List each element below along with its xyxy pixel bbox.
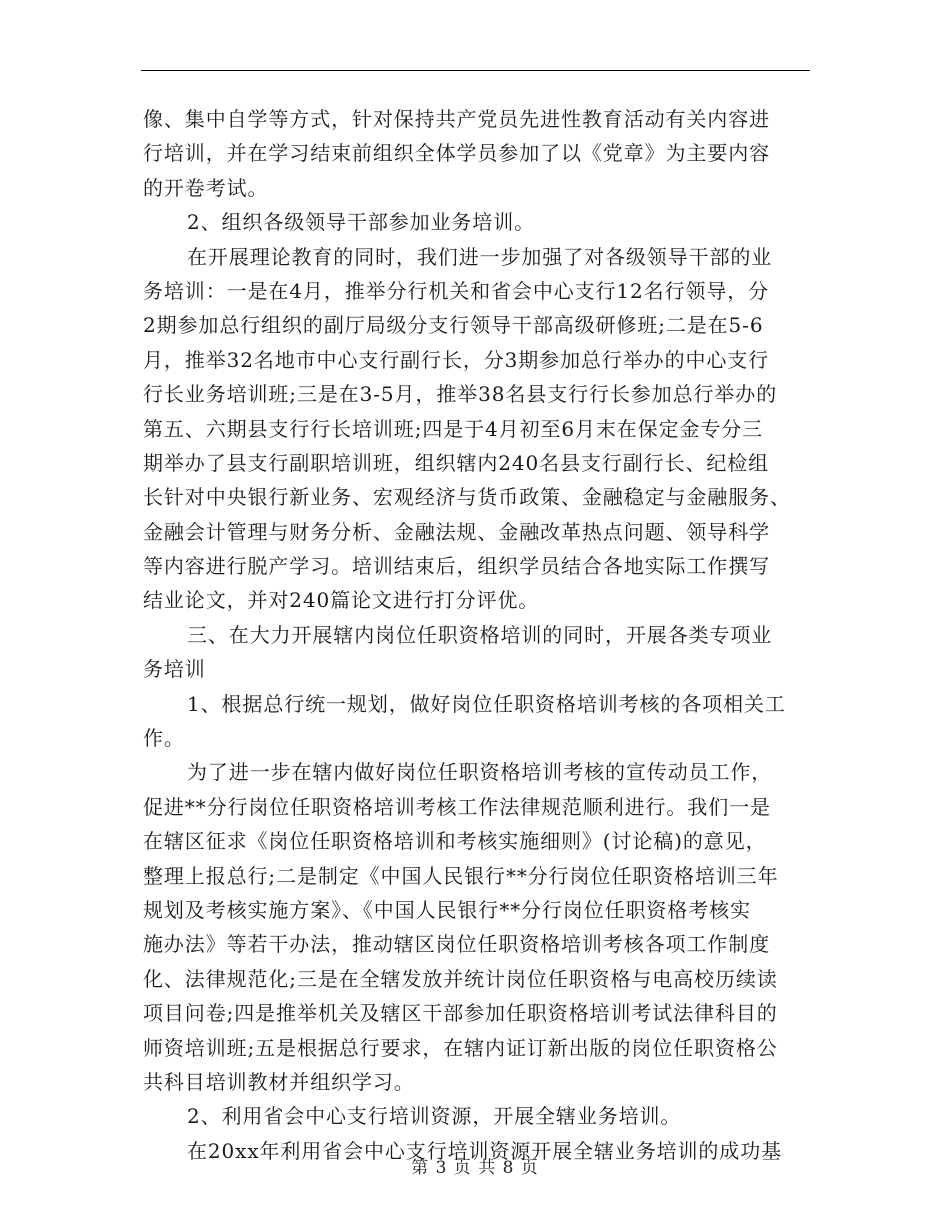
text-line: 规划及考核实施方案》、《中国人民银行**分行岗位任职资格考核实 [143,897,751,922]
text-line: 三、在大力开展辖内岗位任职资格培训的同时，开展各类专项业 [187,622,773,647]
text-line: 师资培训班;五是根据总行要求，在辖内证订新出版的岗位任职资格公 [143,1035,778,1060]
text-line: 像、集中自学等方式，针对保持共产党员先进性教育活动有关内容进 [143,107,770,131]
text-line: 长针对中央银行新业务、宏观经济与货币政策、金融稳定与金融服务、 [143,485,791,510]
text-line: 行长业务培训班;三是在3-5月，推举38名县支行行长参加总行举办的 [143,382,778,407]
text-line: 在20xx年利用省会中心支行培训资源开展全辖业务培训的成功基 [187,1138,783,1163]
text-line: 整理上报总行;二是制定《中国人民银行**分行岗位任职资格培训三年 [143,863,779,888]
text-line: 月，推举32名地市中心支行副行长，分3期参加总行举办的中心支行 [143,347,770,372]
text-line: 为了进一步在辖内做好岗位任职资格培训考核的宣传动员工作， [187,760,773,785]
text-line: 化、法律规范化;三是在全辖发放并统计岗位任职资格与电高校历续读 [143,966,778,991]
page-number-footer: 第 3 页 共 8 页 [411,1158,539,1178]
text-line: 务培训：一是在4月，推举分行机关和省会中心支行12名行领导，分 [143,278,770,303]
text-line: 在开展理论教育的同时，我们进一步加强了对各级领导干部的业 [187,244,773,269]
text-line: 促进**分行岗位任职资格培训考核工作法律规范顺利进行。我们一是 [143,794,771,819]
text-line: 2、利用省会中心支行培训资源，开展全辖业务培训。 [187,1104,682,1129]
text-line: 期举办了县支行副职培训班，组织辖内240名县支行副行长、纪检组 [143,450,770,475]
text-line: 项目问卷;四是推举机关及辖区干部参加任职资格培训考试法律科目的 [143,1001,778,1026]
text-line: 第五、六期县支行行长培训班;四是于4月初至6月末在保定金专分三 [143,416,764,441]
document-body [143,102,813,1168]
text-line: 结业论文，并对240篇论文进行打分评优。 [143,588,540,613]
text-line: 2、组织各级领导干部参加业务培训。 [187,210,536,235]
text-line: 在辖区征求《岗位任职资格培训和考核实施细则》(讨论稿)的意见， [143,829,767,854]
text-line: 金融会计管理与财务分析、金融法规、金融改革热点问题、领导科学 [143,519,770,544]
text-line: 1、根据总行统一规划，做好岗位任职资格培训考核的各项相关工 [187,691,786,716]
text-line: 务培训 [143,657,206,682]
text-line: 行培训，并在学习结束前组织全体学员参加了以《党章》为主要内容 [143,141,770,166]
text-line: 作。 [143,726,185,751]
text-line: 共科目培训教材并组织学习。 [143,1069,415,1094]
header-rule [141,70,810,71]
text-line: 等内容进行脱产学习。培训结束后，组织学员结合各地实际工作撰写 [143,554,770,579]
text-line: 施办法》等若干办法，推动辖区岗位任职资格培训考核各项工作制度 [143,932,770,957]
text-line: 的开卷考试。 [143,175,269,200]
text-line: 2期参加总行组织的副厅局级分支行领导干部高级研修班;二是在5-6 [143,313,764,338]
